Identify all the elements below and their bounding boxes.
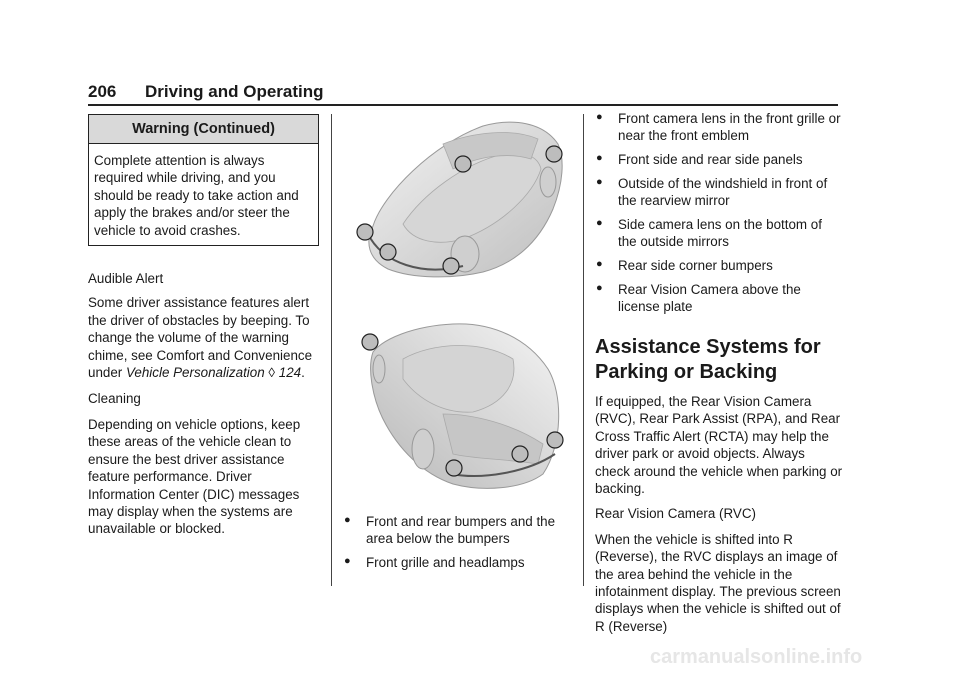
audible-alert-text: Some driver assistance features alert the driver of obstacles by beeping. To change the volume of the warning chime, see Comfort and Convenience under Vehicle Personalization ◊ 124. xyxy=(88,295,313,381)
rvc-text: When the vehicle is shifted into R (Reverse), the RVC displays an image of the area behind the vehicle in the infotainment display. The previous screen displays when the vehicle is shifted out of R (Reverse) xyxy=(595,531,841,634)
bullet-icon: ● xyxy=(596,282,603,294)
list-item: ● Front grille and headlamps xyxy=(344,555,525,570)
column-left xyxy=(88,114,320,538)
list-item: ● Rear Vision Camera above the license plate xyxy=(596,282,801,314)
warning-body: Complete attention is always required while driving, and you should be ready to take action and apply the brakes and/or steer the vehicle to avoid crashes. xyxy=(94,153,299,238)
cleaning-text: Depending on vehicle options, keep these areas of the vehicle clean to ensure the best driver assistance feature performance. Driver Information Center (DIC) messages may display when the systems are unavailable or blocked. xyxy=(88,416,301,537)
bullet-icon: ● xyxy=(596,258,603,270)
column-right xyxy=(595,110,843,635)
front-car-image xyxy=(357,122,562,277)
list-item: ● Front and rear bumpers and the area below the bumpers xyxy=(344,514,556,546)
list-item: ● Front camera lens in the front grille or near the front emblem xyxy=(596,111,841,143)
warning-title: Warning (Continued) xyxy=(89,115,318,144)
column-middle xyxy=(343,114,579,571)
column-divider xyxy=(331,114,332,586)
assist-text: If equipped, the Rear Vision Camera (RVC), Rear Park Assist (RPA), and Rear Cross Traffic Alert (RCTA) may help the driver park or avoid objects. Always check around the vehicle when parking or backing. xyxy=(595,394,843,497)
rvc-heading: Rear Vision Camera (RVC) xyxy=(595,506,756,522)
col3-bullet-list xyxy=(595,110,843,315)
bullet-icon: ● xyxy=(596,152,603,164)
cleaning-heading: Cleaning xyxy=(88,391,141,407)
header-rule xyxy=(88,104,838,106)
warning-box xyxy=(88,114,319,246)
page-ref-number[interactable]: 124 xyxy=(278,365,302,381)
page-ref-icon: ◊ xyxy=(268,365,276,381)
bullet-icon: ● xyxy=(596,217,603,229)
list-item: ● Rear side corner bumpers xyxy=(596,258,773,273)
bullet-icon: ● xyxy=(596,176,603,188)
bullet-icon: ● xyxy=(344,555,351,567)
bullet-icon: ● xyxy=(344,514,351,526)
vehicle-personalization-link[interactable]: Vehicle Personalization xyxy=(125,365,265,381)
section-title: Driving and Operating xyxy=(145,82,324,101)
assist-heading: Assistance Systems for Parking or Backing xyxy=(595,336,821,383)
bullet-icon: ● xyxy=(596,111,603,123)
watermark: carmanualsonline.info xyxy=(650,646,863,668)
column-divider xyxy=(583,114,584,586)
col2-bullet-list xyxy=(343,513,579,571)
list-item: ● Outside of the windshield in front of the rearview mirror xyxy=(596,176,828,208)
rear-car-image xyxy=(362,324,563,488)
audible-alert-heading: Audible Alert xyxy=(88,271,164,287)
list-item: ● Side camera lens on the bottom of the outside mirrors xyxy=(596,217,822,249)
vehicle-sensor-illustration xyxy=(343,114,579,494)
page-number: 206 xyxy=(88,82,117,101)
list-item: ● Front side and rear side panels xyxy=(596,152,803,167)
